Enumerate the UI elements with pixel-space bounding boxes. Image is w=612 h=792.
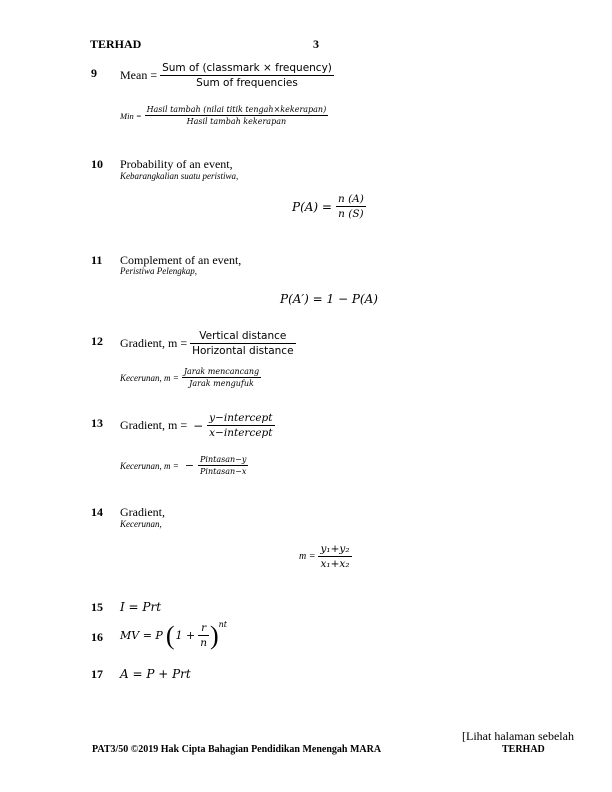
gradient-fraction-2 xyxy=(207,412,274,439)
min-denominator: Hasil tambah kekerapan xyxy=(186,117,287,126)
gradient-label-1: Gradient, m = xyxy=(120,336,188,350)
probability-lhs: P(A) = xyxy=(292,199,332,214)
kecerunan-label-2: Kecerunan, m = xyxy=(120,460,179,471)
gradient-denominator-2: x−intercept xyxy=(209,427,273,439)
gradient-numerator-2: y−intercept xyxy=(209,412,273,424)
item-12-number: 12 xyxy=(91,334,103,348)
kecerunan-numerator-2: Pintasan−y xyxy=(200,455,247,464)
mean-label: Mean = xyxy=(120,68,158,82)
compound-interest-formula xyxy=(120,622,227,649)
gradient-denominator-1: Horizontal distance xyxy=(192,345,294,357)
footer-note: [Lihat halaman sebelah xyxy=(462,729,574,743)
kecerunan-numerator-1: Jarak mencancang xyxy=(183,367,260,376)
kecerunan-fraction-2 xyxy=(198,455,248,476)
kecerunan-denominator-1: Jarak mengufuk xyxy=(189,379,254,388)
min-fraction xyxy=(145,105,329,126)
one-plus: 1 + xyxy=(175,629,196,642)
rate-denominator: n xyxy=(200,637,207,649)
gradient-lhs-3: m = xyxy=(299,551,316,562)
kecerunan-denominator-2: Pintasan−x xyxy=(200,467,247,476)
kecerunan-fraction-1 xyxy=(182,367,261,388)
gradient-fraction-3 xyxy=(318,543,351,570)
rate-fraction xyxy=(198,622,209,649)
page-number: 3 xyxy=(313,37,319,51)
amount-formula: A = P + Prt xyxy=(120,667,191,681)
probability-formula xyxy=(292,193,366,220)
gradient-sign-2: − xyxy=(193,418,204,433)
gradient-fraction-1 xyxy=(190,330,295,357)
gradient-denominator-3: x₁+x₂ xyxy=(320,558,350,570)
mean-fraction xyxy=(160,62,334,89)
probability-fraction xyxy=(336,193,366,220)
item-17-number: 17 xyxy=(91,667,103,681)
exponent: nt xyxy=(218,620,228,629)
item-13-number: 13 xyxy=(91,416,103,430)
kecerunan-formula-2 xyxy=(120,455,248,476)
probability-denominator: n (S) xyxy=(338,208,364,220)
item-14-subtitle: Kecerunan, xyxy=(120,519,162,529)
item-10-subtitle: Kebarangkalian suatu peristiwa, xyxy=(120,171,239,181)
gradient-label-2: Gradient, m = xyxy=(120,418,188,432)
min-numerator: Hasil tambah (nilai titik tengah×kekerapan) xyxy=(146,105,327,114)
item-11-title: Complement of an event, xyxy=(120,253,242,267)
item-14-title: Gradient, xyxy=(120,505,165,519)
mean-numerator: Sum of (classmark × frequency) xyxy=(162,62,332,74)
gradient-formula-3 xyxy=(299,543,352,570)
min-formula xyxy=(120,105,328,126)
simple-interest-formula: I = Prt xyxy=(120,600,162,614)
kecerunan-formula-1 xyxy=(120,367,261,388)
min-label: Min = xyxy=(120,110,142,121)
right-paren: ) xyxy=(209,620,219,650)
probability-numerator: n (A) xyxy=(337,193,364,205)
kecerunan-label-1: Kecerunan, m = xyxy=(120,372,179,383)
gradient-formula-1 xyxy=(120,330,296,357)
item-15-number: 15 xyxy=(91,600,103,614)
item-11-number: 11 xyxy=(91,253,103,267)
gradient-numerator-1: Vertical distance xyxy=(190,330,295,344)
complement-formula: P(A′) = 1 − P(A) xyxy=(280,292,378,306)
mean-denominator: Sum of frequencies xyxy=(196,77,298,89)
footer-copyright: PAT3/50 ©2019 Hak Cipta Bahagian Pendidikan Menengah MARA xyxy=(92,744,382,755)
kecerunan-sign-2: − xyxy=(184,459,195,472)
footer-right: TERHAD xyxy=(502,744,545,755)
mv-lhs: MV = P xyxy=(120,629,163,642)
item-10-title: Probability of an event, xyxy=(120,157,233,171)
item-14-number: 14 xyxy=(91,505,103,519)
gradient-numerator-3: y₁+y₂ xyxy=(320,543,350,555)
left-paren: ( xyxy=(165,620,175,650)
item-11-subtitle: Peristiwa Pelengkap, xyxy=(120,266,197,276)
rate-numerator: r xyxy=(198,622,209,636)
mean-formula xyxy=(120,62,334,89)
header-label: TERHAD xyxy=(90,37,142,51)
item-16-number: 16 xyxy=(91,630,103,644)
item-10-number: 10 xyxy=(91,157,103,171)
item-9-number: 9 xyxy=(91,66,97,80)
gradient-formula-2 xyxy=(120,412,275,439)
